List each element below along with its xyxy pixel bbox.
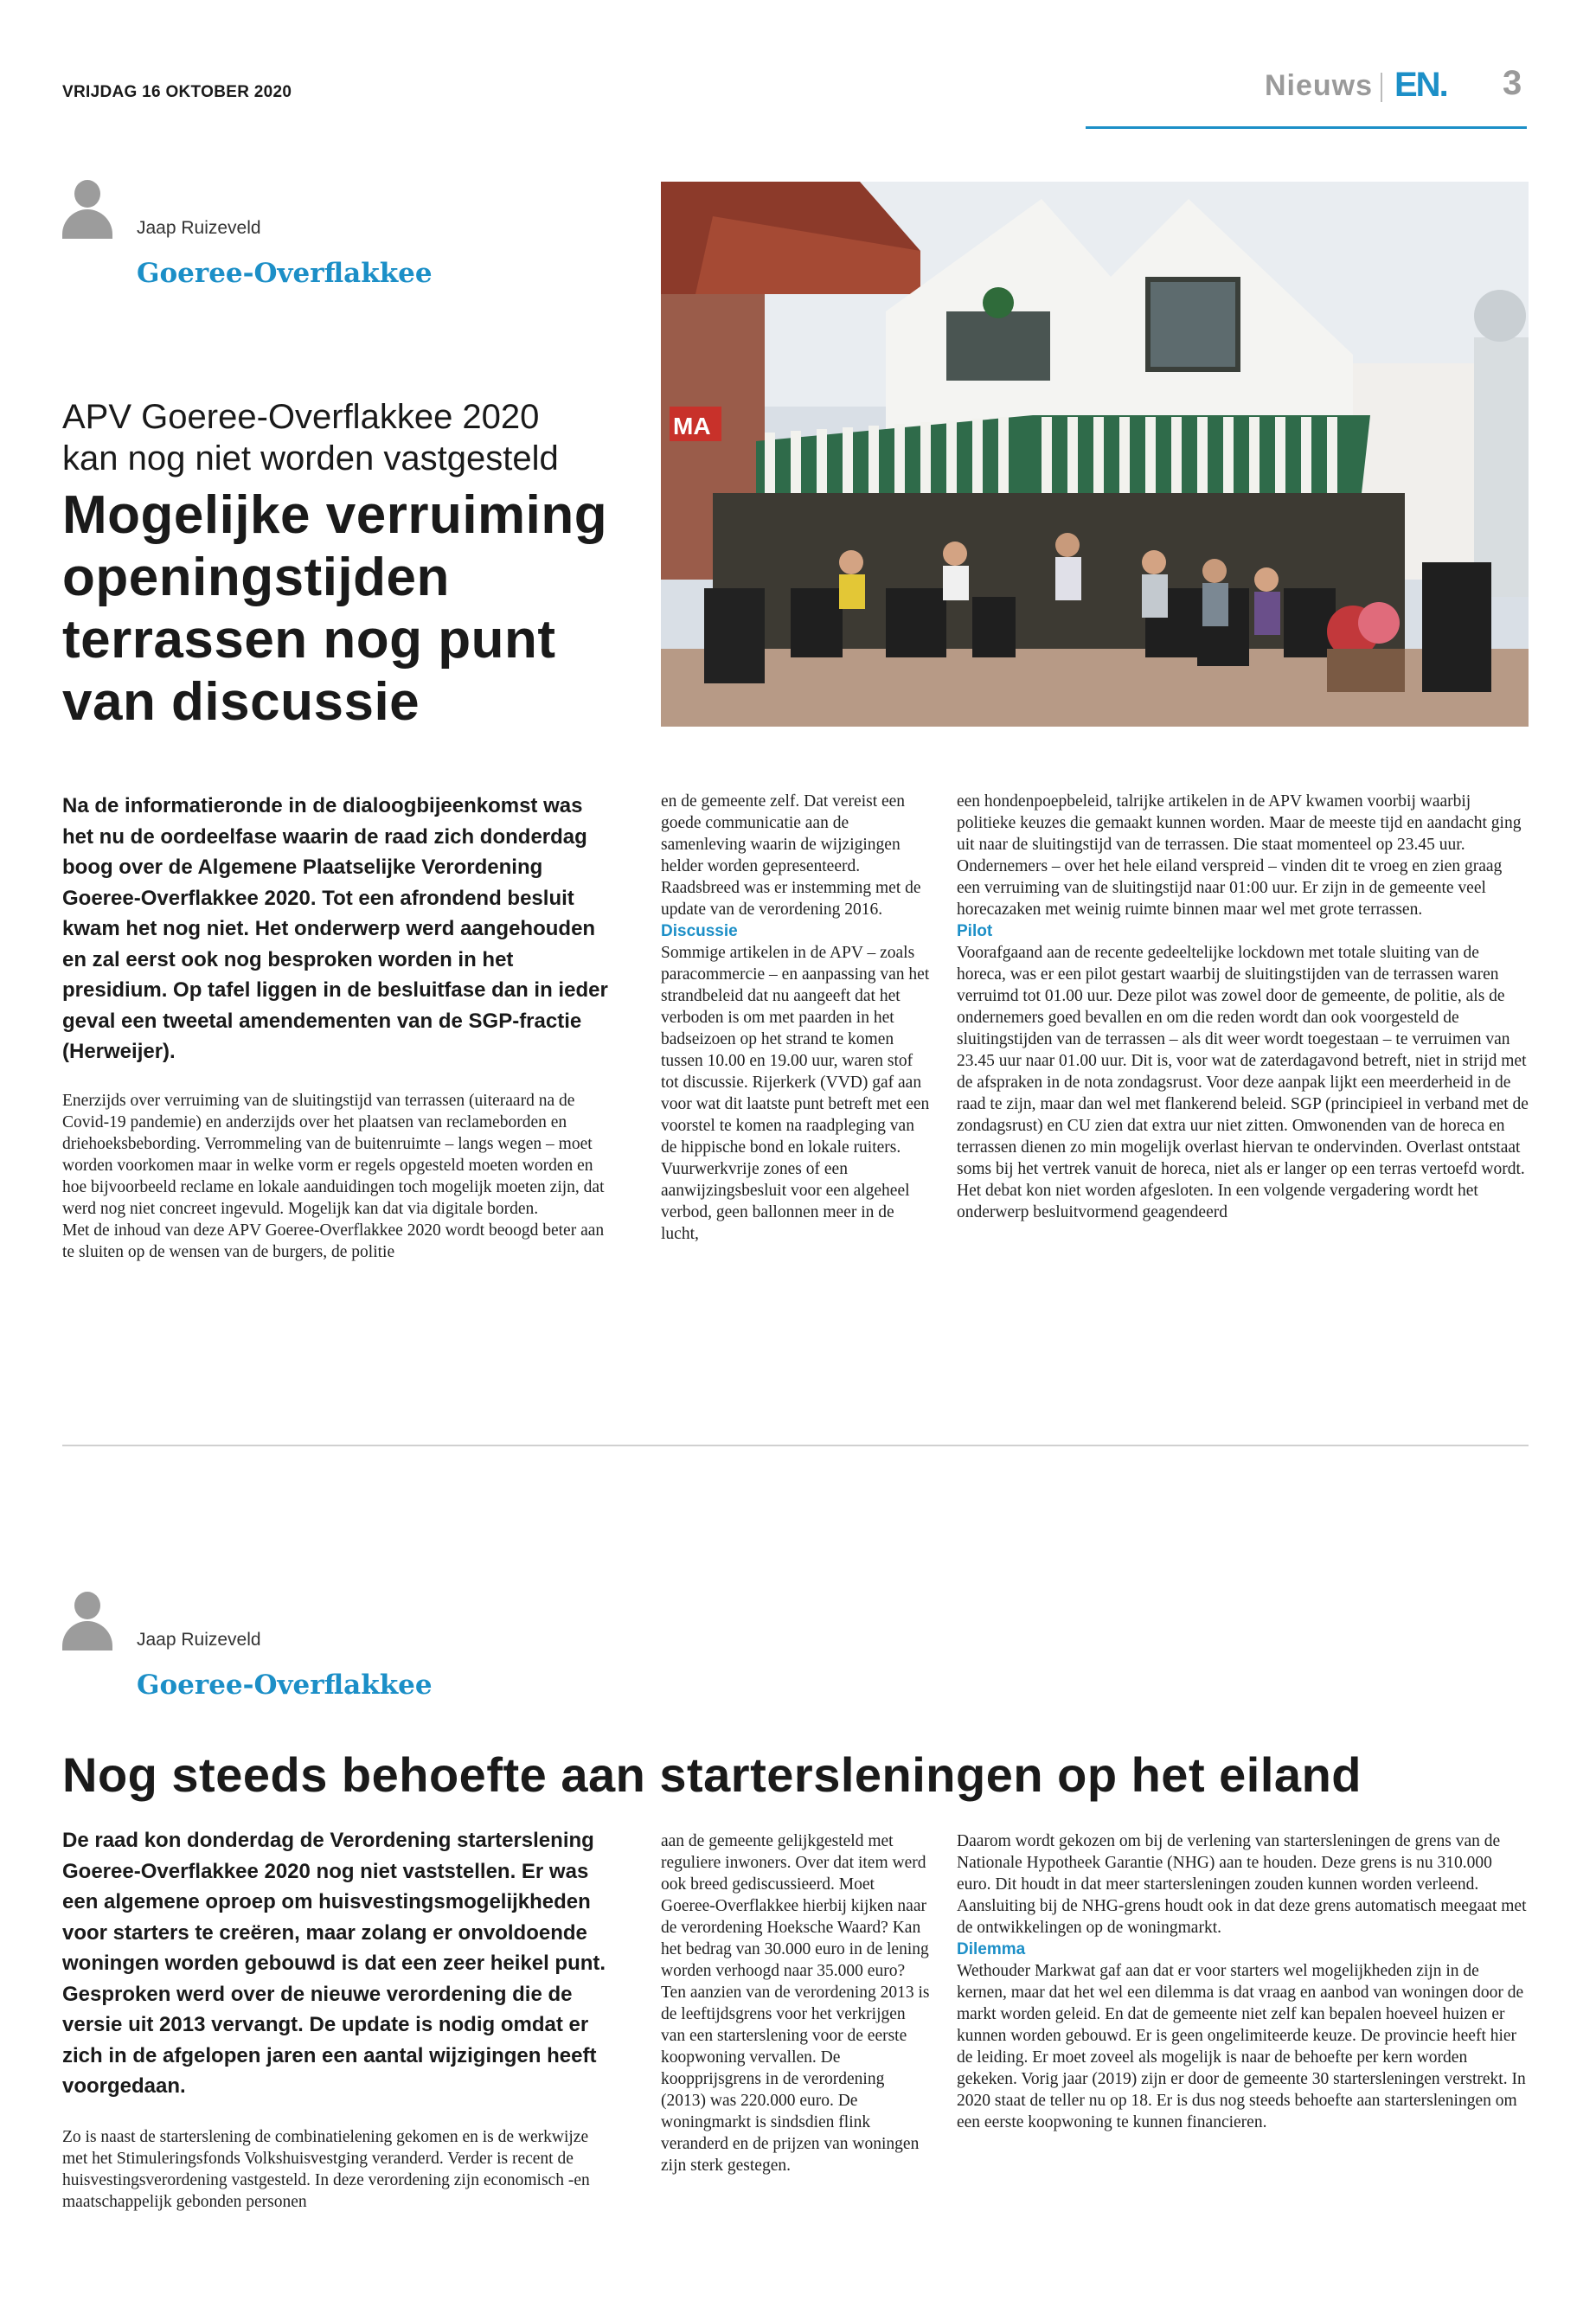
author-name: Jaap Ruizeveld (137, 1630, 261, 1650)
article-headline: Nog steeds behoefte aan startersleningen op het eiland (62, 1747, 1362, 1802)
article-column-2 (661, 1830, 931, 2176)
region-label: Goeree-Overflakkee (137, 258, 433, 289)
article-divider (62, 1445, 1529, 1446)
kicker-line: kan nog niet worden vastgesteld (62, 439, 559, 478)
headline-line: openingstijden (62, 548, 450, 607)
body-paragraph: Zo is naast de starterslening de combinatielening gekomen en is de werkwijze met het Stimuleringsfonds Volkshuisvestging veranderd. Verder is recent de huisvestingsverordening vastgesteld. In deze verordening zijn economisch -en maatschappelijk gebonden personen (62, 2128, 590, 2211)
section-subhead: Dilemma (957, 1940, 1026, 1958)
article-column-3 (957, 1830, 1529, 2133)
author-avatar-icon (62, 1592, 112, 1650)
page-number: 3 (1503, 64, 1522, 102)
article-column-2 (661, 791, 931, 1245)
body-paragraph: Met de inhoud van deze APV Goeree-Overflakkee 2020 wordt beoogd beter aan te sluiten op de wensen van de burgers, de politie (62, 1221, 605, 1261)
newspaper-logo: EN. (1394, 66, 1447, 104)
body-paragraph: aan de gemeente gelijkgesteld met reguliere inwoners. Over dat item werd ook breed gediscussieerd. Moet Goeree-Overflakkee hierbij kijken naar de verordening Hoeksche Waard? Kan het bedrag van 30.000 euro in de lening worden verhoogd naar 35.000 euro? Ten aanzien van de verordening 2013 is de leeftijdsgrens voor het verkrijgen van een starterslening voor de eerste koopwoning vervallen. De koopprijsgrens in de verordening (2013) was 220.000 euro. De woningmarkt is sindsdien flink veranderd en de prijzen van woningen zijn sterk gestegen. (661, 1832, 930, 2175)
author-avatar-icon (62, 180, 112, 239)
article-photo (661, 182, 1529, 727)
body-paragraph: Daarom wordt gekozen om bij de verlening van startersleningen de grens van de Nationale Hypotheek Garantie (NHG) aan te houden. Deze grens is nu 310.000 euro. Dit houdt in dat meer startersleningen zouden kunnen worden verleend. Aansluiting bij de NHG-grens houdt ook in dat deze grens automatisch meegaat met de ontwikkelingen op de woningmarkt. (957, 1832, 1527, 1937)
article-column-1 (62, 1090, 618, 1263)
section-subhead: Pilot (957, 922, 993, 940)
article-column-3 (957, 791, 1529, 1223)
article-kicker (62, 396, 651, 479)
body-paragraph: Wethouder Markwat gaf aan dat er voor starters wel mogelijkheden zijn in de kernen, maar dat het wel een dilemma is dat vraag en aanbod van woningen door de markt worden geleid. En dat de gemeente niet zelf kan bepalen hoeveel huizen er kunnen worden gebouwd. Er is geen ongelimiteerde keuze. De provincie heeft hier de leiding. Er moet zoveel als mogelijk is naar de behoefte per kern worden gekeken. Vorig jaar (2019) zijn er door de gemeente 30 startersleningen verstrekt. In 2020 staat de teller nu op 18. Er is dus nog steeds behoefte aan startersleningen om een eerste koopwoning te kunnen financieren. (957, 1962, 1526, 2131)
header-rule (1086, 126, 1527, 129)
kicker-line: APV Goeree-Overflakkee 2020 (62, 398, 540, 436)
article-column-1 (62, 2126, 618, 2213)
headline-line: Mogelijke verruiming (62, 485, 608, 545)
article-intro: De raad kon donderdag de Verordening starterslening Goeree-Overflakkee 2020 nog niet vaststellen. Er was een algemene oproep om huisvestingsmogelijkheden voor starters te creëren, maar zolang er onvoldoende woningen worden gebouwd is dat een zeer heikel punt. Gesproken werd over de nieuwe verordening die de versie uit 2013 vervangt. De update is nodig omdat er zich in de afgelopen jaren een aantal wijzigingen heeft voorgedaan. (62, 1829, 606, 2098)
body-paragraph: een hondenpoepbeleid, talrijke artikelen in de APV kwamen voorbij waarbij politieke keuzes die gemaakt kunnen worden. Maar de meeste tijd en aandacht ging uit naar de sluitingstijd van de terrassen. Die staat momenteel op 23.45 uur. Ondernemers – over het hele eiland verspreid – vinden dit te vroeg en zien graag een verruiming van de sluitingstijd naar 01:00 uur. Er zijn in de gemeente veel horecazaken met weinig ruimte binnen maar wel met grote terrassen. (957, 792, 1522, 919)
headline-line: van discussie (62, 672, 420, 732)
body-paragraph: en de gemeente zelf. Dat vereist een goede communicatie aan de samenleving waarin de wijzigingen helder worden gepresenteerd. Raadsbreed was er instemming met de update van de verordening 2016. (661, 792, 921, 919)
article-intro: Na de informatieronde in de dialoogbijeenkomst was het nu de oordeelfase waarin de raad zich donderdag boog over de Algemene Plaatselijke Verordening Goeree-Overflakkee 2020. Tot een afrondend besluit kwam het nog niet. Het onderwerp werd aangehouden en zal eerst ook nog besproken worden in het presidium. Op tafel liggen in de besluitfase dan in ieder geval een tweetal amendementen van de SGP-fractie (Herweijer). (62, 794, 608, 1063)
body-paragraph: Sommige artikelen in de APV – zoals paracommercie – en aanpassing van het strandbeleid dat nu aangeeft dat het verboden is om met paarden in het badseizoen op het strand te komen tussen 10.00 en 19.00 uur, waren stof tot discussie. Rijerkerk (VVD) gaf aan voor wat dit laatste punt betreft met een voorstel te komen na raadpleging van de hippische bond en lokale ruiters. Vuurwerkvrije zones of een aanwijzingsbesluit voor een algeheel verbod, geen ballonnen meer in de lucht, (661, 944, 930, 1243)
header-separator (1381, 73, 1382, 102)
author-name: Jaap Ruizeveld (137, 218, 261, 238)
section-subhead: Discussie (661, 922, 738, 940)
body-paragraph: Voorafgaand aan de recente gedeeltelijke lockdown met totale sluiting van de horeca, was er een pilot gestart waarbij de sluitingstijden van de terrassen waren verruimd tot 01.00 uur. Deze pilot was zowel door de gemeente, de politie, als de ondernemers goed bevallen en om die reden wordt dan ook voorgesteld de sluitingstijden van de terrassen – als dit weer wordt toegestaan – te verruimen van 23.45 uur naar 01.00 uur. Dit is, voor wat de zaterdagavond betreft, niet in strijd met de afspraken in de nota zondagsrust. Voor deze aanpak lijkt een meerderheid in de raad te zijn, maar dan wel met flankerend beleid. SGP (principieel in verband met de zondagsrust) en CU zien dat extra uur niet zitten. Omwonenden van de horeca en terrassen dienen zo min mogelijk overlast hiervan te ondervinden. Overlast ontstaat soms bij het vertrek vanuit de horeca, niet als er langer op een terras vertoefd wordt. Het debat kon niet worden afgesloten. In een volgende vergadering wordt het onderwerp besluitvormend geagendeerd (957, 944, 1529, 1221)
region-label: Goeree-Overflakkee (137, 1670, 433, 1701)
article-headline (62, 484, 651, 734)
issue-date: VRIJDAG 16 OKTOBER 2020 (62, 83, 292, 101)
section-label: Nieuws (1265, 69, 1374, 102)
headline-line: terrassen nog punt (62, 610, 556, 670)
photo-sign-text: MA (673, 413, 711, 439)
body-paragraph: Enerzijds over verruiming van de sluitingstijd van terrassen (uiteraard na de Covid-19 pandemie) en anderzijds over het plaatsen van reclameborden en driehoeksbebording. Verrommeling van de buitenruimte – langs wegen – moet worden voorkomen maar in welke vorm er regels opgesteld moeten worden en hoe bijvoorbeeld reclame en lokale aanduidingen toch mogelijk moeten zijn, dat werd nog niet concreet ingevuld. Mogelijk kan dat via digitale borden. (62, 1092, 605, 1218)
